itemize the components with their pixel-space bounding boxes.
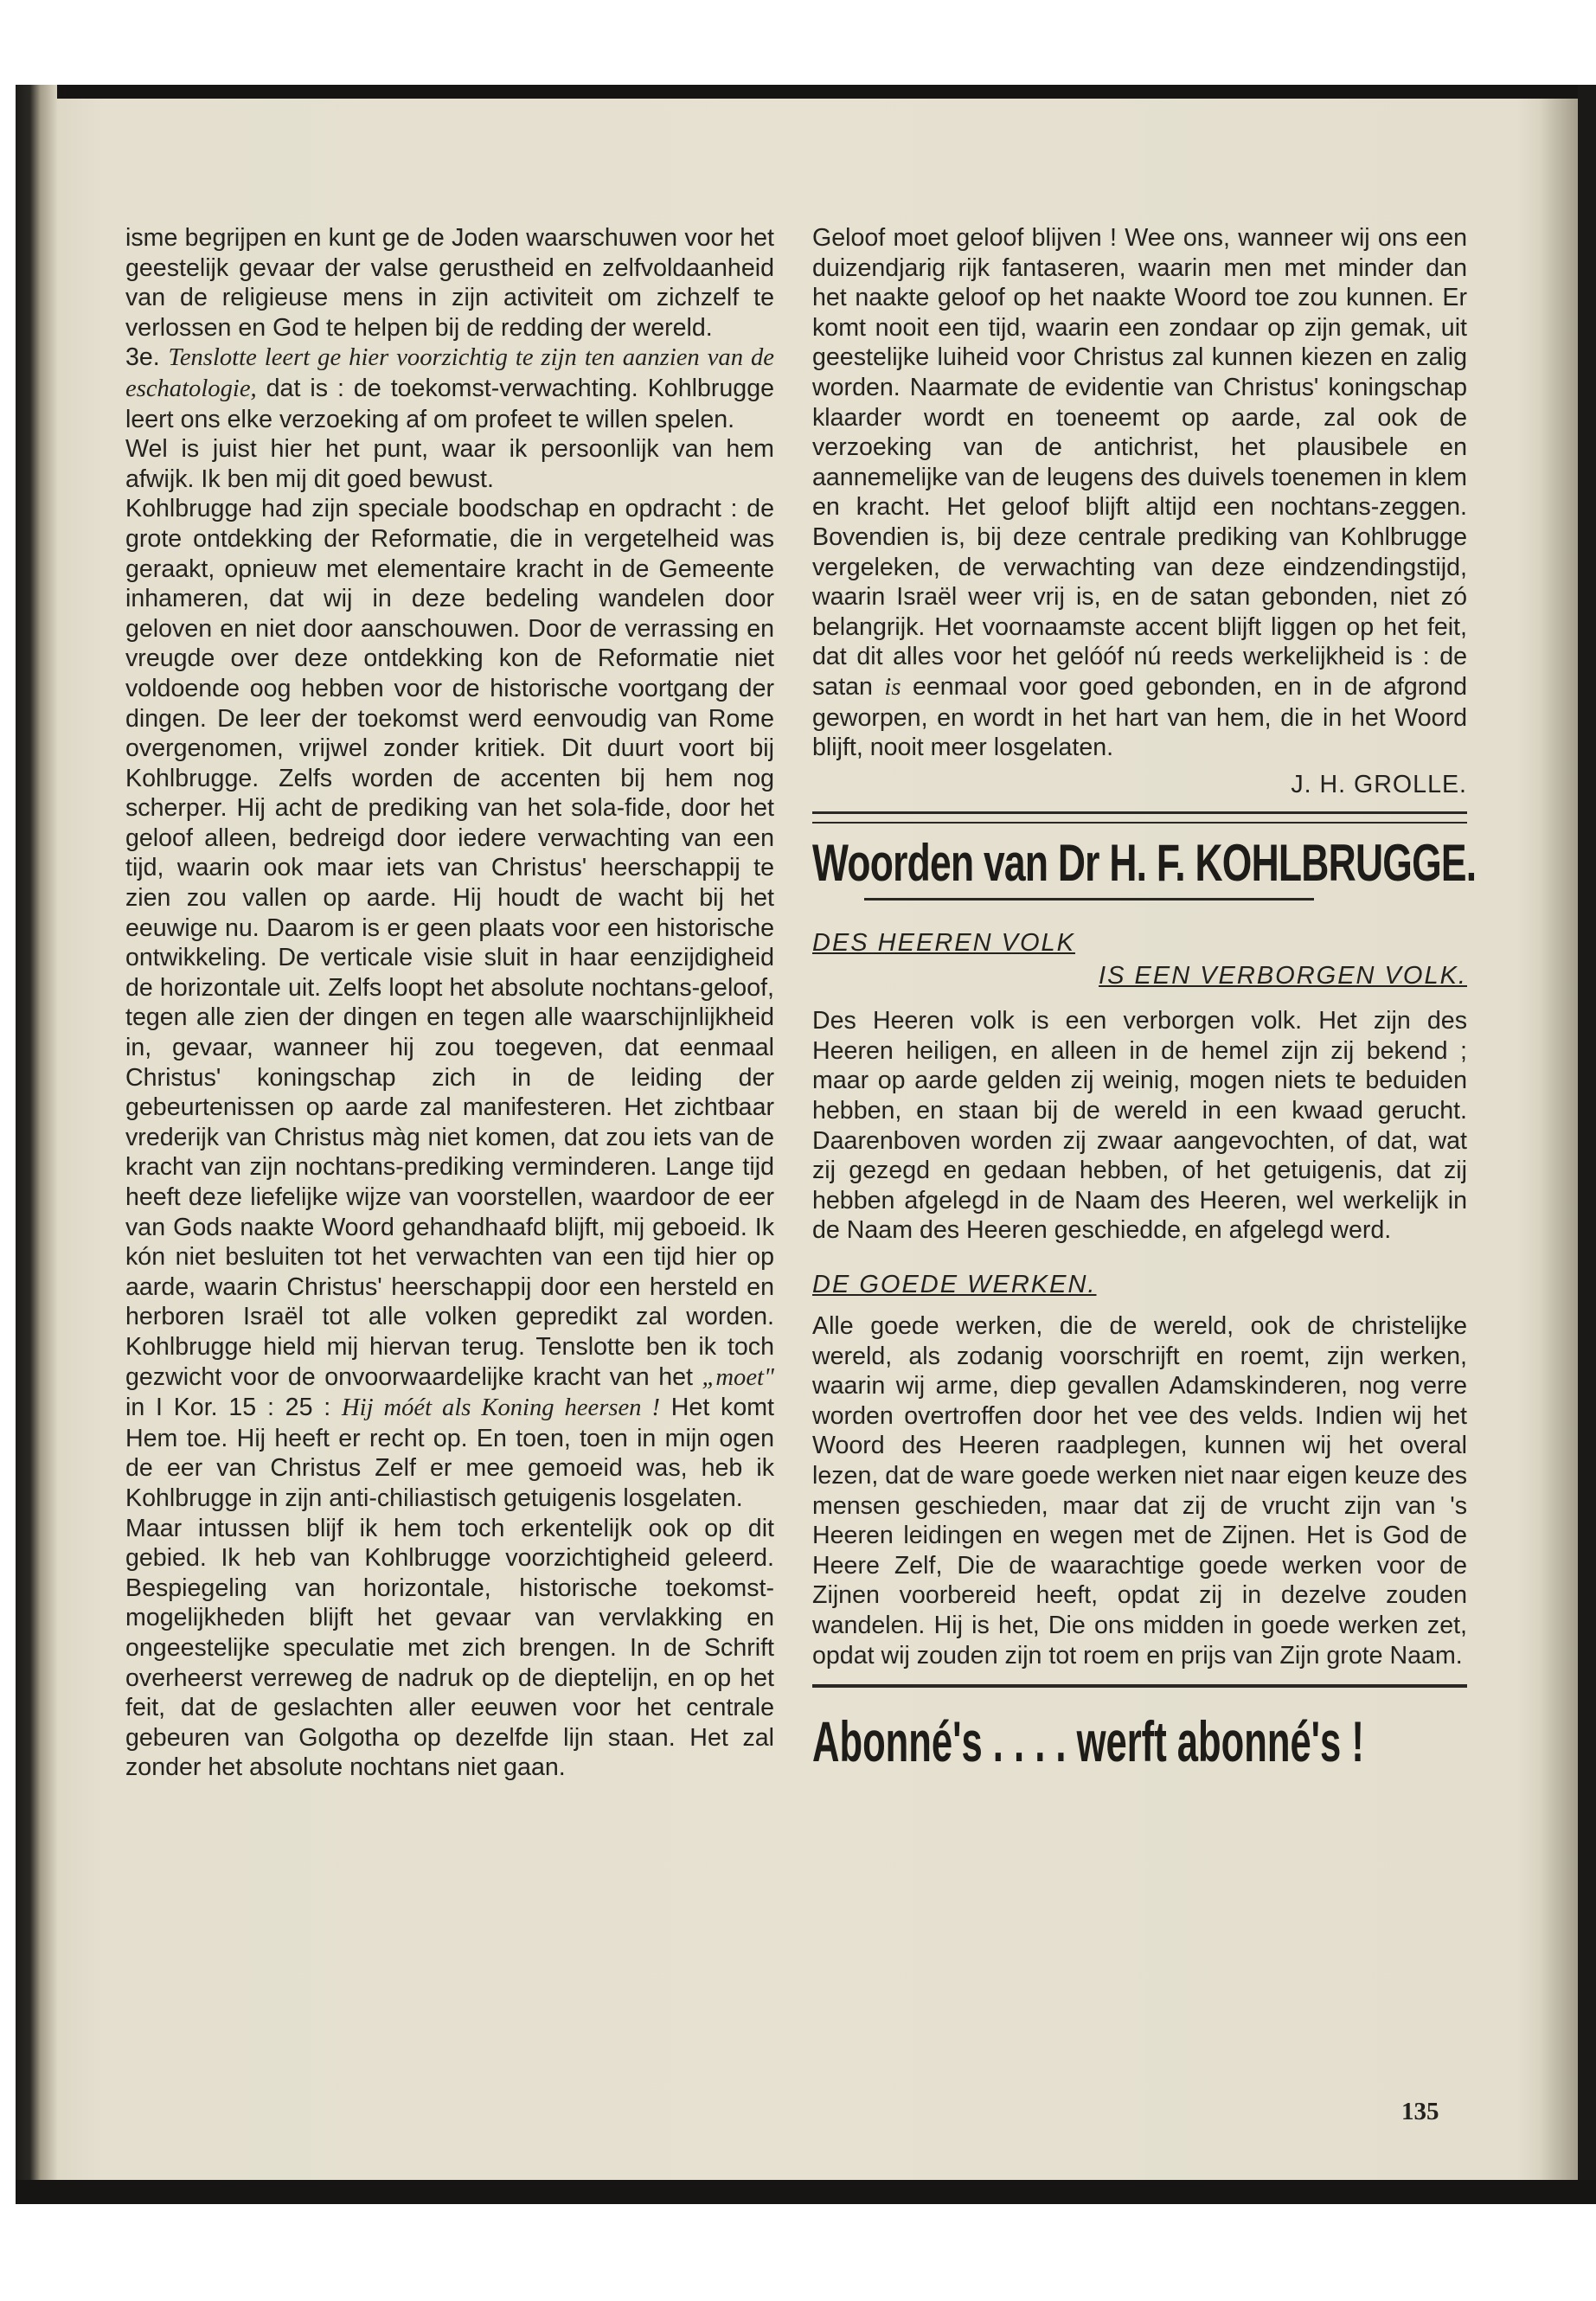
point-rest: dat is : de toekomst-verwachting. Kohlbrugge leert ons elke verzoeking af om profeet te willen spelen. [125,374,774,433]
divider-single [812,1684,1467,1688]
left-paragraph-4-body: Kohlbrugge had zijn speciale boodschap en opdracht : de grote ontdekking der Reformatie, die in vergetelheid was geraakt, opnieuw met elementaire kracht in de Gemeente inhameren, dat wij in deze bedeling wandelen door geloven en niet door aanschouwen. Door de verrassing en vreugde over deze ontdekking kon de Reformatie niet voldoende oog hebben voor de historische voortgang der dingen. De leer der toekomst werd eenvoudig van Rome overgenomen, vrijwel zonder kritiek. Dit duurt voort bij Kohlbrugge. Zelfs worden de accenten bij hem nog scherper. Hij acht de prediking van het sola-fide, door het geloof alleen, bedreigd door iedere verwachting van een tijd, waarin ook maar iets van Christus' heerschappij te zien zou vallen op aarde. Hij houdt de wacht bij het eeuwige nu. Daarom is er geen plaats voor een historische ontwikkeling. De verticale visie sluit in haar eenzijdigheid de horizontale uit. Zelfs loopt het absolute nochtans-geloof, tegen alle zien der dingen en tegen alle waarschijnlijkheid in, gevaar, wanneer hij zou toegeven, dat eenmaal Christus' koningschap zich in de leiding der gebeurtenissen op aarde zal manifesteren. Het zichtbaar vrederijk van Christus màg niet komen, dat zou iets van de kracht van zijn nochtans-prediking verminderen. Lange tijd heeft deze liefelijke wijze van voorstellen, waardoor de eer van Gods naakte Woord gehandhaafd blijft, mij geboeid. Ik kón niet besluiten tot het verwachten van een tijd hier op aarde, waarin Christus' heerschappij door een hersteld en herboren Israël tot alle volken gepredikt zal worden. Kohlbrugge hield mij hiervan terug. Tenslotte ben ik toch gezwicht voor de onvoorwaardelijke kracht van het [125,495,774,1391]
author-signature: J. H. GROLLE. [1291,770,1467,798]
page-number: 135 [1401,2098,1439,2125]
subheading-goede-werken: DE GOEDE WERKEN. [812,1271,1097,1299]
scan-border-right [1578,85,1596,2204]
scan-border-left [16,85,57,2204]
masthead-underline [864,898,1314,901]
point-number: 3e. [125,343,160,372]
left-paragraph-4 [125,494,774,1513]
page-edge-shadow [1540,99,1578,2180]
left-paragraph-1: isme begrijpen en kunt ge de Joden waarschuwen voor het geestelijk gevaar der valse gerustheid en zelfvoldaanheid van de religieuse mens in zijn activiteit om zichzelf te verlossen en God te helpen bij de redding der wereld. [125,224,774,342]
subscription-slogan: Abonné's . . . . werft abonné's ! [812,1709,1364,1774]
subheading-des-heeren-volk: DES HEEREN VOLK [812,929,1075,958]
scan-border-bottom [16,2180,1596,2204]
point-italic: Tenslotte leert ge hier voorzichtig te zijn ten aanzien van de eschatologie, [125,344,774,402]
bible-reference: in I Kor. 15 : 25 : [125,1394,331,1422]
left-paragraph-2 [125,343,774,434]
right-column [812,223,1477,1776]
paragraph-verborgen-volk: Des Heeren volk is een verborgen volk. Het zijn des Heeren heiligen, en alleen in de hemel zijn zij bekend ; maar op aarde gelden zij weinig, mogen niets te beduiden hebben, en staan bij de wereld in een kwaad gerucht. Daarenboven worden zij zwaar aangevochten, of dat, wat zij gezegd en gedaan hebben, of het getuigenis, dat zij hebben afgelegd in de Naam des Heeren, wel werkelijk in de Naam des Heeren geschiedde, en afgelegd werd. [812,1007,1467,1245]
right-paragraph-1 [812,223,1467,763]
quote-moet: „moet" [702,1363,774,1391]
left-column [125,223,774,1783]
scan-border-top [16,85,1596,99]
left-paragraph-3: Wel is juist hier het punt, waar ik persoonlijk van hem afwijk. Ik ben mij dit goed bewust. [125,435,774,493]
left-paragraph-4-end: Het komt Hem toe. Hij heeft er recht op. En toen, toen in mijn ogen de eer van Christus Zelf er mee gemoeid was, heb ik Kohlbrugge in zijn anti-chiliastisch getuigenis losgelaten. [125,1394,774,1512]
right-paragraph-1-body: Geloof moet geloof blijven ! Wee ons, wanneer wij ons een duizendjarig rijk fantaseren, waarin men met minder dan het naakte geloof op het naakte Woord toe zou kunnen. Er komt nooit een tijd, waarin een zondaar op zijn gemak, uit geestelijke luiheid voor Christus zal kunnen kiezen en zalig worden. Naarmate de evidentie van Christus' koningschap klaarder wordt en toeneemt op aarde, zal ook de verzoeking van de antichrist, het plausibele en aannemelijke van de leugens des duivels toenemen in klem en kracht. Het geloof blijft altijd een nochtans-zeggen. Bovendien is, bij deze centrale prediking van Kohlbrugge vergeleken, de verwachting van deze eindzendingstijd, waarin Israël weer vrij is, en de satan gebonden, niet zó belangrijk. Het voornaamste accent blijft liggen op het feit, dat dit alles voor het gelóóf nú reeds werkelijkheid is : de satan [812,224,1467,701]
quote-koning: Hij móét als Koning heersen ! [341,1394,660,1422]
divider-double [812,811,1467,824]
left-paragraph-5: Maar intussen blijf ik hem toch erkentelijk ook op dit gebied. Ik heb van Kohlbrugge voorzichtigheid geleerd. Bespiegeling van horizontale, historische toekomst-mogelijkheden blijft het gevaar van vervlakking en ongeestelijke speculatie met zich brengen. In de Schrift overheerst verreweg de nadruk op de dieptelijn, en op het feit, dat de geslachten aller eeuwen voor het centrale gebeuren van Golgotha op dezelfde lijn staan. Het zal zonder het absolute nochtans niet gaan. [125,1514,774,1782]
italic-is: is [884,673,901,701]
subheading-verborgen-volk: IS EEN VERBORGEN VOLK. [1099,962,1467,990]
section-masthead: Woorden van Dr H. F. KOHLBRUGGE. [812,834,1477,893]
paragraph-goede-werken: Alle goede werken, die de wereld, ook de christelijke wereld, als zodanig voorschrijft en roemt, zijn werken, waarin wij arme, diep gevallen Adamskinderen, nog verre worden overtroffen door het vee des velds. Indien wij het Woord des Heeren raadplegen, kunnen wij het overal lezen, dat de ware goede werken niet naar eigen keuze des mensen geschieden, maar dat zij de vrucht zijn van 's Heeren leidingen en wegen met de Zijnen. Het is God de Heere Zelf, Die de waarachtige goede werken voor de Zijnen voorbereid heeft, opdat zij in dezelve zouden wandelen. Hij is het, Die ons midden in goede werken zet, opdat wij zouden zijn tot roem en prijs van Zijn grote Naam. [812,1312,1467,1670]
right-paragraph-1-end: eenmaal voor goed gebonden, en in de afgrond geworpen, en wordt in het hart van hem, die in het Woord blijft, nooit meer losgelaten. [812,672,1467,762]
